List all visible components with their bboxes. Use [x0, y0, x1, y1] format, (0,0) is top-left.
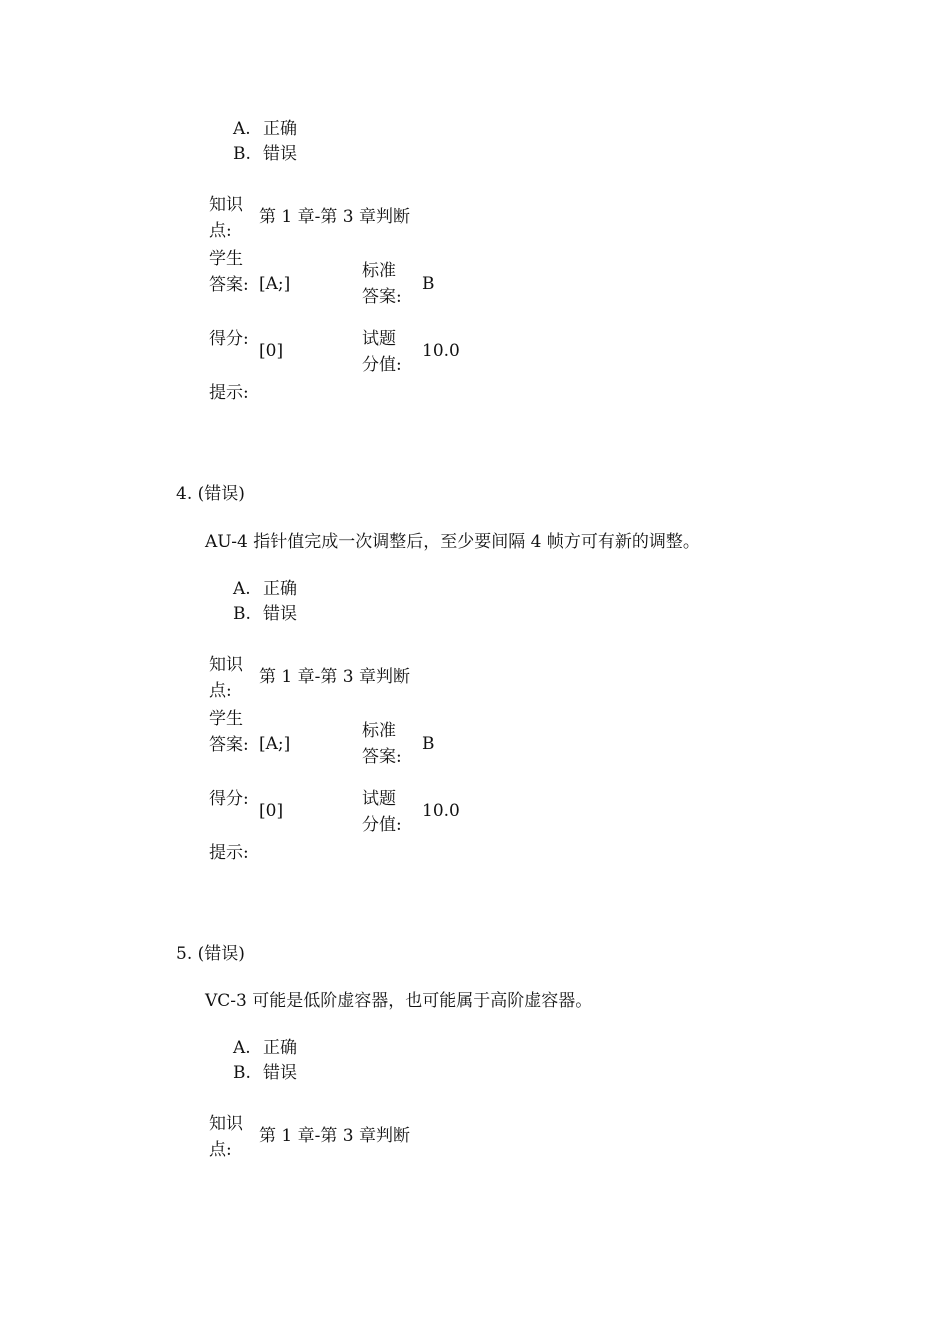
- q3-option-a: [233, 117, 297, 142]
- q5-option-b: [233, 1061, 297, 1086]
- q4-student-answer-value: [A;]: [259, 734, 291, 754]
- option-text: 错误: [263, 604, 297, 624]
- option-key: A.: [233, 119, 251, 139]
- q4-question-value-label: 试题分值:: [362, 789, 402, 835]
- question-status: (错误): [197, 484, 245, 504]
- q4-standard-answer-label: 标准答案:: [362, 721, 402, 767]
- q4-header: [176, 482, 245, 507]
- q4-score-value: [0]: [259, 801, 284, 821]
- q3-question-value-label: 试题分值:: [362, 329, 402, 375]
- q5-option-a: [233, 1036, 297, 1061]
- question-number: 5.: [176, 944, 193, 964]
- option-text: 正确: [263, 1038, 297, 1058]
- q4-option-b: [233, 602, 297, 627]
- option-text: 正确: [263, 579, 297, 599]
- q4-student-answer-label: 学生答案:: [209, 709, 249, 755]
- question-number: 4.: [176, 484, 193, 504]
- q5-knowledge-label: 知识点:: [209, 1114, 243, 1160]
- q4-option-a: [233, 577, 297, 602]
- option-key: B.: [233, 604, 251, 624]
- q5-question-text: VC-3 可能是低阶虚容器，也可能属于高阶虚容器。: [205, 991, 593, 1011]
- question-status: (错误): [197, 944, 245, 964]
- q3-option-b: [233, 142, 297, 167]
- q4-standard-answer-value: B: [422, 734, 435, 754]
- q3-knowledge-label: 知识点:: [209, 195, 243, 241]
- q5-header: [176, 942, 245, 967]
- q3-standard-answer-value: B: [422, 274, 435, 294]
- q3-standard-answer-label: 标准答案:: [362, 261, 402, 307]
- q3-score-label: 得分:: [209, 329, 249, 349]
- option-key: A.: [233, 579, 251, 599]
- q5-knowledge-value: 第 1 章-第 3 章判断: [259, 1126, 410, 1146]
- q3-student-answer-value: [A;]: [259, 274, 291, 294]
- option-key: B.: [233, 144, 251, 164]
- q3-knowledge-value: 第 1 章-第 3 章判断: [259, 207, 410, 227]
- option-text: 错误: [263, 144, 297, 164]
- q3-question-value-value: 10.0: [422, 341, 460, 361]
- q4-question-value-value: 10.0: [422, 801, 460, 821]
- q4-score-label: 得分:: [209, 789, 249, 809]
- q3-student-answer-label: 学生答案:: [209, 249, 249, 295]
- option-key: B.: [233, 1063, 251, 1083]
- q4-knowledge-value: 第 1 章-第 3 章判断: [259, 667, 410, 687]
- option-text: 正确: [263, 119, 297, 139]
- q4-hint-label: 提示:: [209, 843, 249, 863]
- option-text: 错误: [263, 1063, 297, 1083]
- q4-knowledge-label: 知识点:: [209, 655, 243, 701]
- q4-question-text: AU-4 指针值完成一次调整后，至少要间隔 4 帧方可有新的调整。: [205, 532, 700, 552]
- q3-score-value: [0]: [259, 341, 284, 361]
- q3-hint-label: 提示:: [209, 383, 249, 403]
- option-key: A.: [233, 1038, 251, 1058]
